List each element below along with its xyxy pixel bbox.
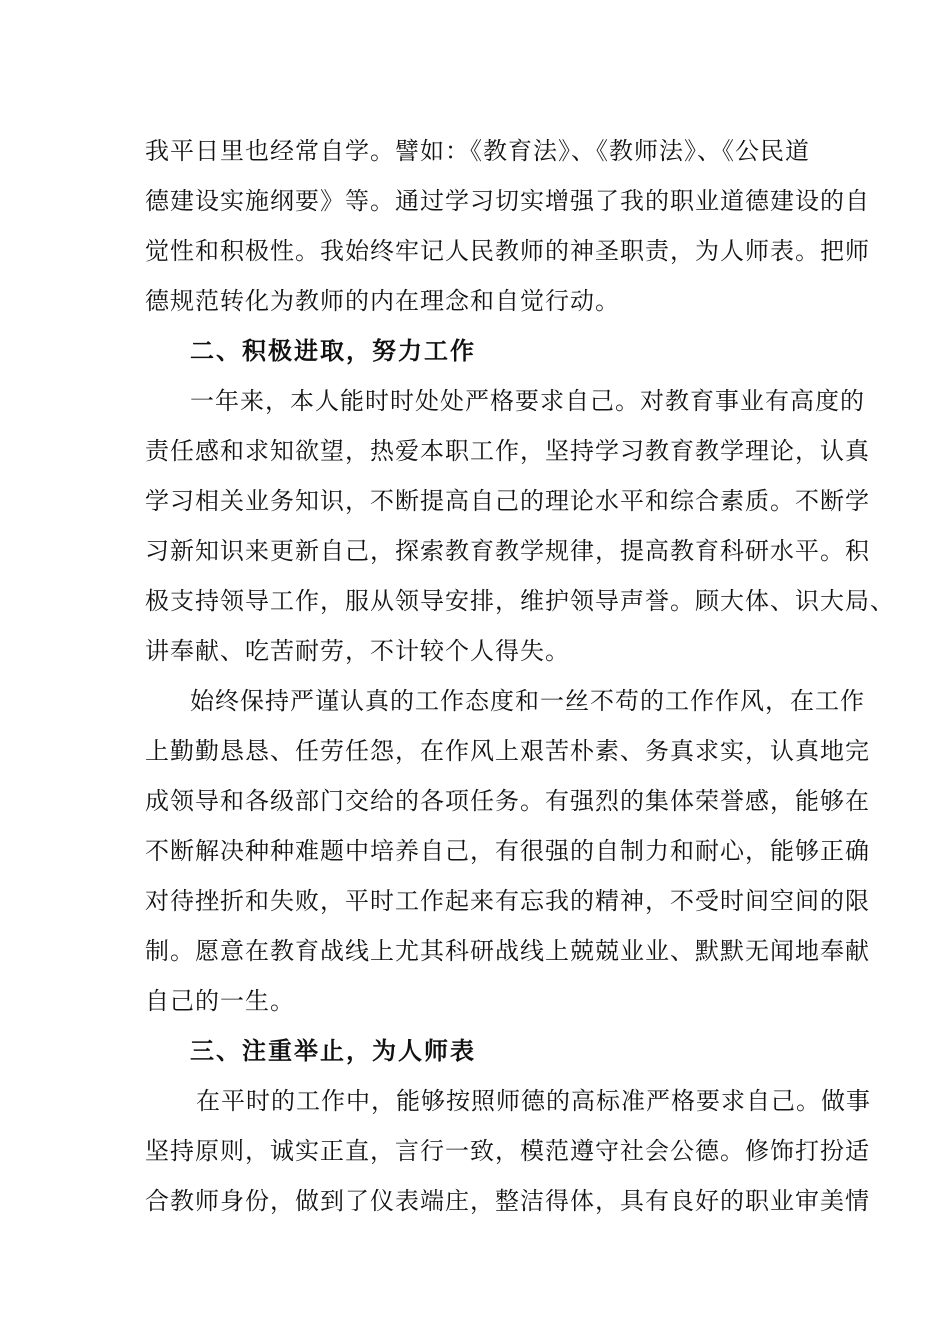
paragraph-line: 始终保持严谨认真的工作态度和一丝不苟的工作作风，在工作 (190, 687, 865, 715)
paragraph-line: 极支持领导工作，服从领导安排，维护领导声誉。顾大体、识大局、 (145, 587, 895, 615)
paragraph-line: 合教师身份，做到了仪表端庄，整洁得体，具有良好的职业审美情 (145, 1187, 870, 1215)
section-heading: 二、积极进取，努力工作 (190, 337, 476, 365)
paragraph-line: 觉性和积极性。我始终牢记人民教师的神圣职责，为人师表。把师 (145, 237, 870, 265)
paragraph-line: 成领导和各级部门交给的各项任务。有强烈的集体荣誉感，能够在 (145, 787, 870, 815)
paragraph-line: 制。愿意在教育战线上尤其科研战线上兢兢业业、默默无闻地奉献 (145, 937, 870, 965)
paragraph-line: 德规范转化为教师的内在理念和自觉行动。 (145, 287, 620, 315)
paragraph-line: 上勤勤恳恳、任劳任怨，在作风上艰苦朴素、务真求实，认真地完 (145, 737, 870, 765)
paragraph-line: 责任感和求知欲望，热爱本职工作，坚持学习教育教学理论，认真 (145, 437, 870, 465)
paragraph-line: 不断解决种种难题中培养自己，有很强的自制力和耐心，能够正确 (145, 837, 870, 865)
paragraph-line: 对待挫折和失败，平时工作起来有忘我的精神，不受时间空间的限 (145, 887, 870, 915)
paragraph-line: 德建设实施纲要》等。通过学习切实增强了我的职业道德建设的自 (145, 187, 870, 215)
paragraph-line: 讲奉献、吃苦耐劳，不计较个人得失。 (145, 637, 570, 665)
paragraph-line: 一年来，本人能时时处处严格要求自己。对教育事业有高度的 (190, 387, 865, 415)
paragraph-line: 在平时的工作中，能够按照师德的高标准严格要求自己。做事 (196, 1087, 871, 1115)
paragraph-line: 我平日里也经常自学。譬如：《教育法》、《教师法》、《公民道 (145, 137, 810, 165)
paragraph-line: 自己的一生。 (145, 987, 295, 1015)
paragraph-line: 习新知识来更新自己，探索教育教学规律，提高教育科研水平。积 (145, 537, 870, 565)
paragraph-line: 学习相关业务知识，不断提高自己的理论水平和综合素质。不断学 (145, 487, 870, 515)
section-heading: 三、注重举止，为人师表 (190, 1037, 476, 1065)
paragraph-line: 坚持原则，诚实正直，言行一致，模范遵守社会公德。修饰打扮适 (145, 1137, 870, 1165)
